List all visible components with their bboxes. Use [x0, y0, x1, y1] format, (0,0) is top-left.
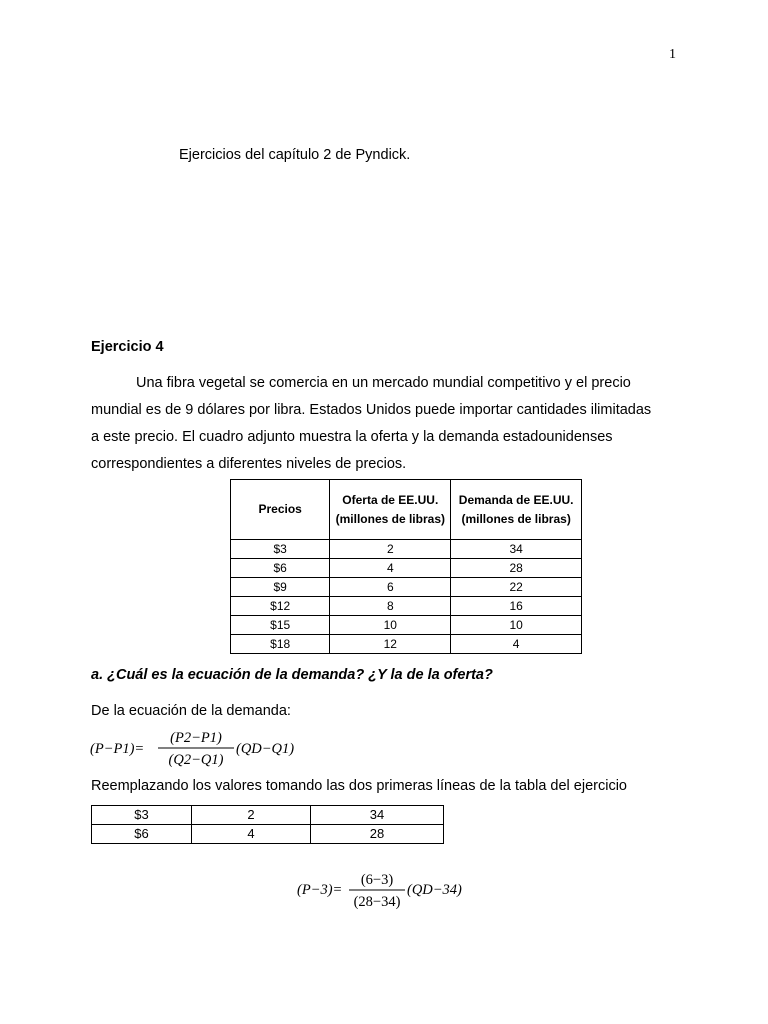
- question-a: a. ¿Cuál es la ecuación de la demanda? ¿Y la de la oferta?: [91, 667, 493, 683]
- table-row: [231, 616, 582, 635]
- exercise-paragraph: [91, 370, 691, 478]
- supply-cell: 4: [192, 825, 311, 844]
- page-number: 1: [669, 47, 676, 62]
- header-demand-line2: (millones de libras): [461, 511, 571, 526]
- table-row: [92, 806, 444, 825]
- table-row: [231, 578, 582, 597]
- paragraph-line: mundial es de 9 dólares por libra. Estados Unidos puede importar cantidades ilimitadas: [91, 402, 652, 418]
- table-row: [231, 597, 582, 616]
- demand-cell: 4: [451, 635, 582, 654]
- document-title: Ejercicios del capítulo 2 de Pyndick.: [179, 147, 411, 163]
- demand-cell: 28: [311, 825, 444, 844]
- formula2-lhs: (P−3)=: [297, 882, 343, 898]
- formula1-lhs: (P−P1)=: [90, 741, 145, 757]
- table-row: [231, 540, 582, 559]
- formula2-denominator: (28−34): [353, 894, 401, 910]
- first-two-rows-table: [91, 805, 444, 844]
- demand-cell: 34: [311, 806, 444, 825]
- formula1-rhs: (QD−Q1): [236, 741, 295, 757]
- price-cell: $9: [231, 578, 330, 597]
- replace-text: Reemplazando los valores tomando las dos primeras líneas de la tabla del ejercicio: [91, 778, 627, 794]
- header-price: Precios: [231, 480, 330, 540]
- demand-cell: 22: [451, 578, 582, 597]
- price-cell: $3: [92, 806, 192, 825]
- header-supply-line1: Oferta de EE.UU.: [342, 492, 439, 507]
- supply-cell: 4: [330, 559, 451, 578]
- table-row: [92, 825, 444, 844]
- paragraph-line: correspondientes a diferentes niveles de precios.: [91, 456, 407, 472]
- supply-cell: 12: [330, 635, 451, 654]
- supply-cell: 6: [330, 578, 451, 597]
- paragraph-line: Una fibra vegetal se comercia en un mercado mundial competitivo y el precio: [136, 375, 631, 391]
- demand-intro: De la ecuación de la demanda:: [91, 703, 291, 719]
- table-header-row: [231, 480, 582, 540]
- supply-cell: 10: [330, 616, 451, 635]
- header-demand-line1: Demanda de EE.UU.: [458, 492, 574, 507]
- supply-demand-table: [230, 479, 582, 654]
- demand-cell: 28: [451, 559, 582, 578]
- table-row: [231, 559, 582, 578]
- price-cell: $6: [231, 559, 330, 578]
- exercise-heading: Ejercicio 4: [91, 339, 164, 355]
- formula1-numerator: (P2−P1): [170, 730, 222, 746]
- price-cell: $18: [231, 635, 330, 654]
- formula1-denominator: (Q2−Q1): [168, 752, 224, 768]
- price-cell: $6: [92, 825, 192, 844]
- header-demand: [451, 480, 582, 540]
- demand-cell: 10: [451, 616, 582, 635]
- formula2-rhs: (QD−34): [407, 882, 462, 898]
- supply-cell: 8: [330, 597, 451, 616]
- paragraph-line: a este precio. El cuadro adjunto muestra la oferta y la demanda estadounidenses: [91, 429, 613, 445]
- demand-cell: 16: [451, 597, 582, 616]
- header-supply: [330, 480, 451, 540]
- table-row: [231, 635, 582, 654]
- formula-demand-substituted: [293, 870, 483, 914]
- price-cell: $15: [231, 616, 330, 635]
- supply-cell: 2: [192, 806, 311, 825]
- demand-cell: 34: [451, 540, 582, 559]
- supply-cell: 2: [330, 540, 451, 559]
- price-cell: $3: [231, 540, 330, 559]
- formula-demand-general: [86, 726, 326, 770]
- header-supply-line2: (millones de libras): [335, 511, 445, 526]
- formula2-numerator: (6−3): [360, 872, 394, 888]
- price-cell: $12: [231, 597, 330, 616]
